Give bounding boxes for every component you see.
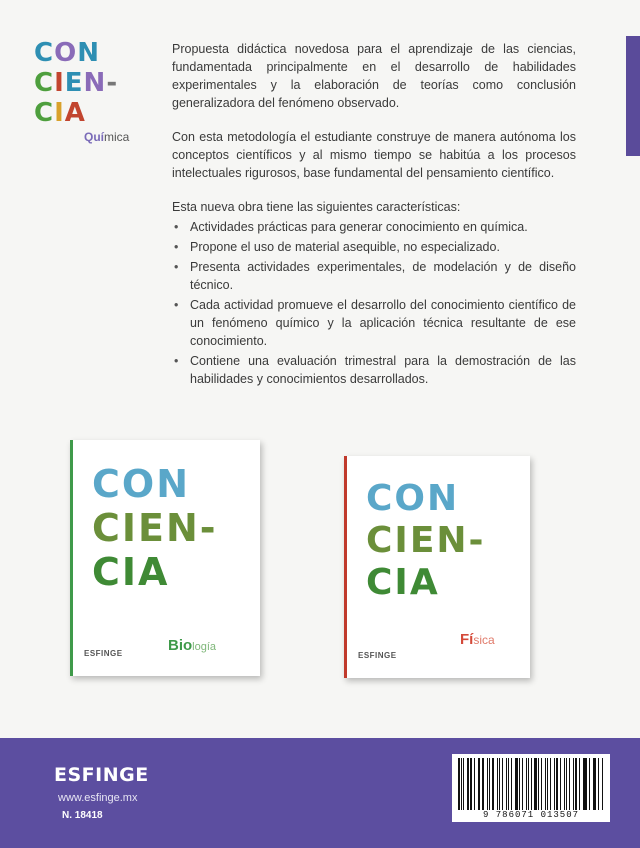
book-subtitle <box>460 631 495 648</box>
book-publisher: ESFINGE <box>84 649 123 658</box>
book-cover-biologia <box>70 440 260 676</box>
list-item: • Actividades prácticas para generar conocimiento en química. <box>172 218 576 236</box>
book-subtitle-accent: Bio <box>168 637 193 654</box>
book-subtitle <box>168 637 216 654</box>
logo-letter: N <box>83 68 107 98</box>
publisher-logo: ESFINGE <box>54 764 149 786</box>
barcode-bar <box>519 758 520 810</box>
book-title-row: CIEN- <box>366 520 486 561</box>
book-title-row: CIEN- <box>92 506 218 550</box>
book-spine <box>70 440 73 676</box>
paragraph: Esta nueva obra tiene las siguientes características: <box>172 200 461 214</box>
logo-letter: I <box>54 68 65 98</box>
book-title <box>92 462 218 594</box>
logo-letter: C <box>34 68 55 98</box>
logo-row-3 <box>34 98 144 128</box>
barcode-bar <box>463 758 464 810</box>
book-title-row: CON <box>366 478 460 519</box>
barcode-bar <box>593 758 594 810</box>
barcode-bar <box>547 758 549 810</box>
barcode-bar <box>583 758 584 810</box>
conciencia-logo <box>34 38 144 144</box>
barcode-bars <box>458 758 604 810</box>
footer-band <box>0 738 640 848</box>
barcode-bar <box>538 758 540 810</box>
barcode-bar <box>487 758 489 810</box>
paragraph: Propuesta didáctica novedosa para el aprendizaje de las ciencias, fundamentada principalmente en el desarrollo de habilidades experimentales y la elaboración de teorías como conclusión generalizadora del fenómeno observado. <box>172 42 576 110</box>
barcode-bar <box>526 758 527 810</box>
logo-letter: I <box>54 98 65 128</box>
features-list <box>172 218 576 388</box>
barcode-bar <box>579 758 580 810</box>
list-item: • Propone el uso de material asequible, no especializado. <box>172 238 576 256</box>
barcode-bar <box>511 758 513 810</box>
barcode-bar <box>584 758 586 810</box>
book-title-row: CIA <box>92 550 170 594</box>
barcode-bar <box>478 758 479 810</box>
book-subtitle-accent: Fí <box>460 631 474 648</box>
barcode-bar <box>508 758 509 810</box>
barcode-bar <box>531 758 532 810</box>
barcode-bar <box>528 758 529 810</box>
barcode-bar <box>467 758 469 810</box>
book-spine <box>344 456 347 678</box>
logo-row-1 <box>34 38 144 68</box>
list-item: • Contiene una evaluación trimestral para la demostración de las habilidades y conocimientos desarrollados. <box>172 352 576 388</box>
barcode-bar <box>502 758 504 810</box>
barcode-bar <box>458 758 460 810</box>
barcode-bar <box>550 758 551 810</box>
book-subtitle-rest: logía <box>192 641 217 653</box>
barcode-bar <box>573 758 575 810</box>
barcode <box>452 754 610 822</box>
logo-letter: O <box>54 38 78 68</box>
barcode-bar <box>569 758 570 810</box>
book-cover-fisica <box>344 456 530 678</box>
barcode-bar <box>541 758 542 810</box>
barcode-bar <box>602 758 604 810</box>
barcode-bar <box>554 758 555 810</box>
list-item: • Cada actividad promueve el desarrollo del conocimiento científico de un fenómeno químico y la aplicación técnica resultante de ese conocimiento. <box>172 296 576 350</box>
barcode-bar <box>575 758 577 810</box>
barcode-number: 9 786071 013507 <box>482 810 579 820</box>
barcode-bar <box>560 758 561 810</box>
edge-tab <box>626 36 640 156</box>
barcode-bar <box>461 758 462 810</box>
barcode-bar <box>479 758 480 810</box>
logo-subtitle <box>84 130 144 144</box>
book-subtitle-rest: sica <box>473 633 495 647</box>
logo-letter: C <box>34 98 55 128</box>
barcode-bar <box>515 758 517 810</box>
logo-letter: A <box>64 98 86 128</box>
book-title-row: CIA <box>366 562 440 603</box>
logo-letter: - <box>106 68 119 98</box>
logo-letter: N <box>77 38 100 68</box>
logo-letter: C <box>34 38 55 68</box>
book-title-row: CON <box>92 462 190 506</box>
book-title <box>366 478 485 604</box>
list-item: • Presenta actividades experimentales, de modelación y de diseño técnico. <box>172 258 576 294</box>
logo-letter: E <box>64 68 84 98</box>
barcode-bar <box>482 758 484 810</box>
barcode-bar <box>499 758 500 810</box>
logo-subtitle-accent: Quí <box>84 130 104 144</box>
barcode-bar <box>566 758 567 810</box>
barcode-bar <box>556 758 558 810</box>
barcode-bar <box>470 758 472 810</box>
logo-row-2 <box>34 68 144 98</box>
barcode-bar <box>534 758 536 810</box>
paragraph: Con esta metodología el estudiante construye de manera autónoma los conceptos científicos y al mismo tiempo se habitúa a los procesos intelectuales rigurosos, base fundamental del pensamiento científico. <box>172 130 576 180</box>
description <box>172 40 576 390</box>
barcode-bar <box>474 758 475 810</box>
barcode-bar <box>497 758 498 810</box>
book-publisher: ESFINGE <box>358 651 397 660</box>
logo-subtitle-rest: mica <box>104 130 130 144</box>
catalog-code: N. 18418 <box>62 810 103 821</box>
barcode-bar <box>545 758 546 810</box>
barcode-bar <box>492 758 494 810</box>
barcode-bar <box>522 758 524 810</box>
barcode-bar <box>506 758 507 810</box>
barcode-bar <box>489 758 490 810</box>
publisher-url: www.esfinge.mx <box>58 792 138 804</box>
barcode-bar <box>564 758 566 810</box>
barcode-bar <box>594 758 596 810</box>
barcode-bar <box>589 758 590 810</box>
barcode-bar <box>598 758 599 810</box>
